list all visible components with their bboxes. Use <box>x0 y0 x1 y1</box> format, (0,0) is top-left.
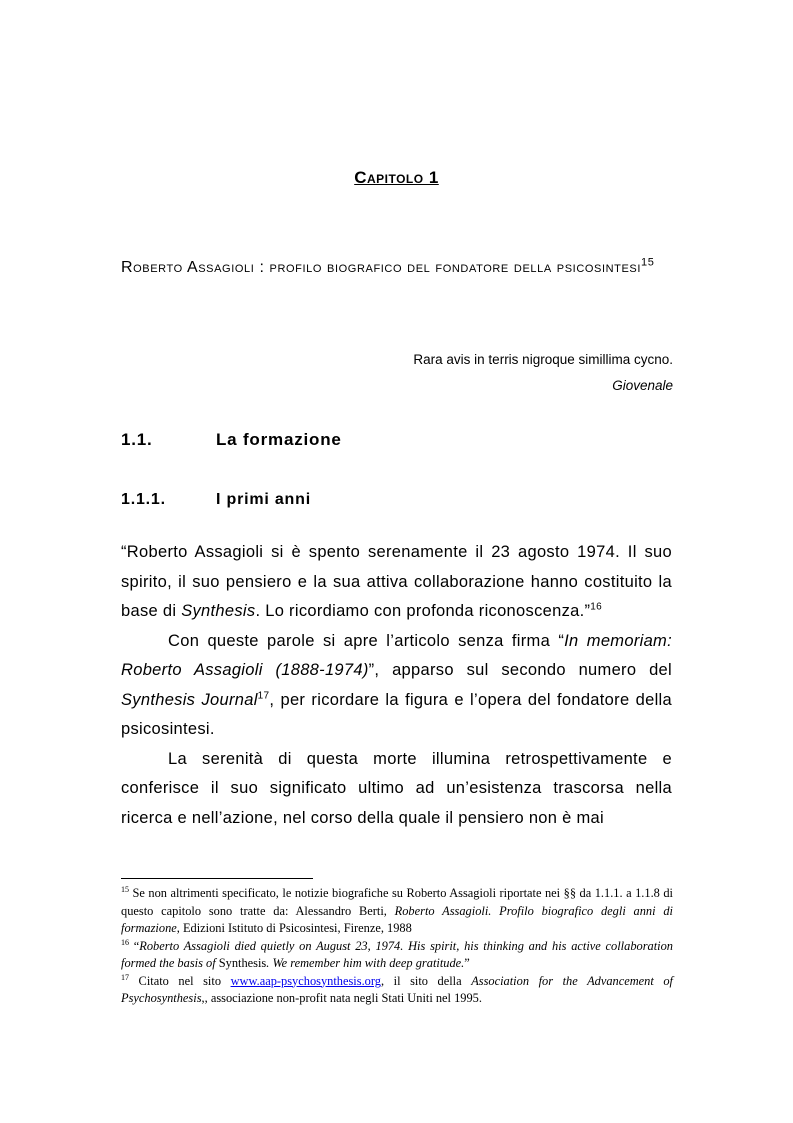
footnote-16-text: “ <box>129 938 140 953</box>
footnote-15-italic: Roberto Assagioli. Profilo biografico degli anni di formazione <box>121 903 673 935</box>
paragraph-1 <box>121 538 672 627</box>
footnotes <box>121 885 673 1008</box>
footnote-15-number: 15 <box>121 884 129 894</box>
footnote-17-number: 17 <box>121 972 129 982</box>
footnote-16-number: 16 <box>121 937 129 947</box>
paragraph-1-italic: Synthesis <box>181 602 256 620</box>
footnote-ref-15[interactable]: 15 <box>641 256 655 269</box>
footnote-17-text-3: ,, associazione non-profit nata negli Stati Uniti nel 1995. <box>201 991 482 1005</box>
paragraph-2-text-3: , per ricordare la figura e l’opera del fondatore della psicosintesi. <box>121 690 672 738</box>
heading-1-1-1-title: I primi anni <box>216 491 311 508</box>
chapter-title-text: Capitolo 1 <box>354 168 439 187</box>
paragraph-1-text-2: . Lo ricordiamo con profonda riconoscenza.” <box>255 602 591 620</box>
footnote-15 <box>121 885 673 938</box>
footnote-16 <box>121 938 673 973</box>
heading-1-1 <box>121 430 342 450</box>
footnote-16-italic: Roberto Assagioli died quietly on August 23, 1974. His spirit, his thinking and his active collaboration formed the basis of <box>121 938 673 970</box>
footnote-17-text: Citato nel sito <box>129 973 231 988</box>
heading-1-1-title: La formazione <box>216 430 342 449</box>
paragraph-3-text: La serenità di questa morte illumina retrospettivamente e conferisce il suo significato ultimo ad un’esistenza trascorsa nella ricerca e nell’azione, nel corso della quale il pensiero non è mai <box>121 749 672 827</box>
paragraph-2-italic-2: Synthesis Journal <box>121 690 258 709</box>
chapter-title <box>0 168 793 188</box>
footnote-17-text-2: , il sito della <box>380 973 472 988</box>
heading-1-1-1 <box>121 491 311 509</box>
footnote-ref-17[interactable]: 17 <box>257 690 270 701</box>
heading-1-1-number: 1.1. <box>121 430 153 449</box>
paragraph-1-text: “Roberto Assagioli si è spento serenamente il 23 agosto 1974. Il suo spirito, il suo pensiero e la sua attiva collaborazione hanno costituito la base di <box>121 543 672 620</box>
footnote-15-text-2: , Edizioni Istituto di Psicosintesi, Firenze, 1988 <box>176 921 412 935</box>
heading-1-1-1-number: 1.1.1. <box>121 491 166 508</box>
paragraph-2-text: Con queste parole si apre l’articolo senza firma “ <box>168 631 565 650</box>
epigraph-author: Giovenale <box>612 378 673 393</box>
footnote-16-text-3: ” <box>464 956 470 970</box>
footnote-16-text-2: Synthesis <box>218 956 267 970</box>
footnote-separator <box>121 878 313 879</box>
paragraph-3 <box>121 745 672 834</box>
footnote-15-text: Se non altrimenti specificato, le notizie biografiche su Roberto Assagioli riportate nei §§ da 1.1.1. a 1.1.8 di questo capitolo sono tratte da: Alessandro Berti, <box>121 886 673 918</box>
section-heading-text: Roberto Assagioli : profilo biografico del fondatore della psicosintesi <box>121 259 642 276</box>
paragraph-2-italic: In memoriam: Roberto Assagioli (1888-1974) <box>121 631 672 679</box>
footnote-17-link[interactable]: www.aap-psychosynthesis.org <box>230 973 381 988</box>
epigraph <box>413 347 673 399</box>
body-text <box>121 538 672 833</box>
footnote-17 <box>121 973 673 1008</box>
section-heading <box>121 256 681 279</box>
paragraph-2 <box>121 627 672 745</box>
footnote-ref-16[interactable]: 16 <box>590 601 603 613</box>
footnote-16-italic-2: . We remember him with deep gratitude. <box>266 956 465 970</box>
footnote-17-italic: Association for the Advancement of Psychosynthesis <box>121 973 674 1005</box>
paragraph-2-text-2: ”, apparso sul secondo numero del <box>368 661 672 679</box>
epigraph-quote: Rara avis in terris nigroque simillima cycno. <box>413 352 673 367</box>
